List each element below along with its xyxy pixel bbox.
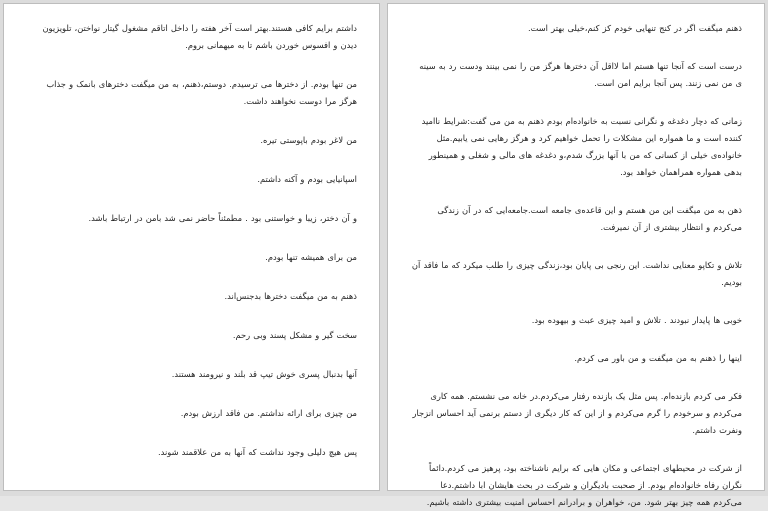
paragraph: تلاش و تکاپو معنایی نداشت. این رنجی بی پایان بود،زندگی چیزی را طلب میکرد که ما فاقد آن بودیم. <box>411 260 742 287</box>
paragraph: درست است که آنجا تنها هستم اما لااقل آن دخترها هرگز من را نمی بینند ودست رد به سینه ی من نمی زنند. پس آنجا برایم امن است. <box>419 61 742 88</box>
paragraph: من چیزی برای ارائه نداشتم. من فاقد ارزش بودم. <box>180 408 357 418</box>
paragraph: ذهن به من میگفت این من هستم و این قاعده‌ی جامعه است.جامعه‌ایی که در آن زندگی می‌کردم و انتظار بیشتری از آن نمیرفت. <box>437 205 742 232</box>
paragraph: فکر می کردم بازنده‌ام. پس مثل یک بازنده رفتار می‌کردم.در خانه می نشستم. همه کاری می‌کردم و سرخودم را گرم می‌کردم و از این که کار دیگری از دستم برنمی آید احساس انزجار ونفرت داشتم. <box>412 391 742 435</box>
paragraph: از شرکت در محیطهای اجتماعی و مکان هایی که برایم ناشناخته بود، پرهیز می کردم.دائماً نگران رفاه خانواده‌ام بودم. از صحبت بادیگران و شرکت در بحث هایشان ابا داشتم.دعا می‌کردم همه چیز بهتر شود. من، خواهران و برادرانم احساس امنیت بیشتری داشته باشیم. <box>426 463 742 507</box>
paragraph: پس هیچ دلیلی وجود نداشت که آنها به من علاقمند شوند. <box>157 447 357 457</box>
paragraph: سخت گیر و مشکل پسند وبی رحم. <box>232 330 357 340</box>
paragraph: من تنها بودم. از دخترها می ترسیدم. دوستم،ذهنم، به من میگفت دخترهای بانمک و جذاب هرگز مرا دوست نخواهند داشت. <box>46 79 357 106</box>
left-page-text <box>26 20 357 461</box>
paragraph: و آن دختر، زیبا و خواستنی بود . مطمئناً حاضر نمی شد بامن در ارتباط باشد. <box>88 213 357 223</box>
right-page <box>387 3 765 507</box>
paragraph: خوبی ها پایدار نبودند . تلاش و امید چیزی عبث و بیهوده بود. <box>531 315 742 325</box>
paragraph: اسپانیایی بودم و آکنه داشتم. <box>257 174 357 184</box>
paragraph: من برای همیشه تنها بودم. <box>265 252 357 262</box>
left-page <box>3 3 380 491</box>
right-page-text <box>410 20 742 511</box>
paragraph: من لاغر بودم باپوستی تیره. <box>260 135 357 145</box>
paragraph: ذهنم میگفت اگر در کنج تنهایی خودم کز کنم،خیلی بهتر است. <box>527 23 742 33</box>
paragraph: داشتم برایم کافی هستند.بهتر است آخر هفته را داخل اتاقم مشغول گیتار نواختن، تلویزیون دیدن و افسوس خوردن باشم تا به میهمانی بروم. <box>42 23 357 50</box>
paragraph: زمانی که دچار دغدغه و نگرانی نسبت به خانواده‌ام بودم ذهنم به من می گفت:شرایط ناامید کننده است و ما همواره این مشکلات را تحمل خواهیم کرد و هرگز رهایی نمی یابیم.مثل خانواده‌ی خیلی از کسانی که من با آنها بزرگ شدم،و دغدغه های مالی و شغلی و همینطور بدهی همواره همراهمان خواهد بود. <box>421 116 742 177</box>
paragraph: آنها بدنبال پسری خوش تیپ قد بلند و نیرومند هستند. <box>171 369 357 379</box>
paragraph: ذهنم به من میگفت دخترها بدجنس‌اند. <box>224 291 357 301</box>
paragraph: اینها را ذهنم به من میگفت و من باور می کردم. <box>574 353 742 363</box>
